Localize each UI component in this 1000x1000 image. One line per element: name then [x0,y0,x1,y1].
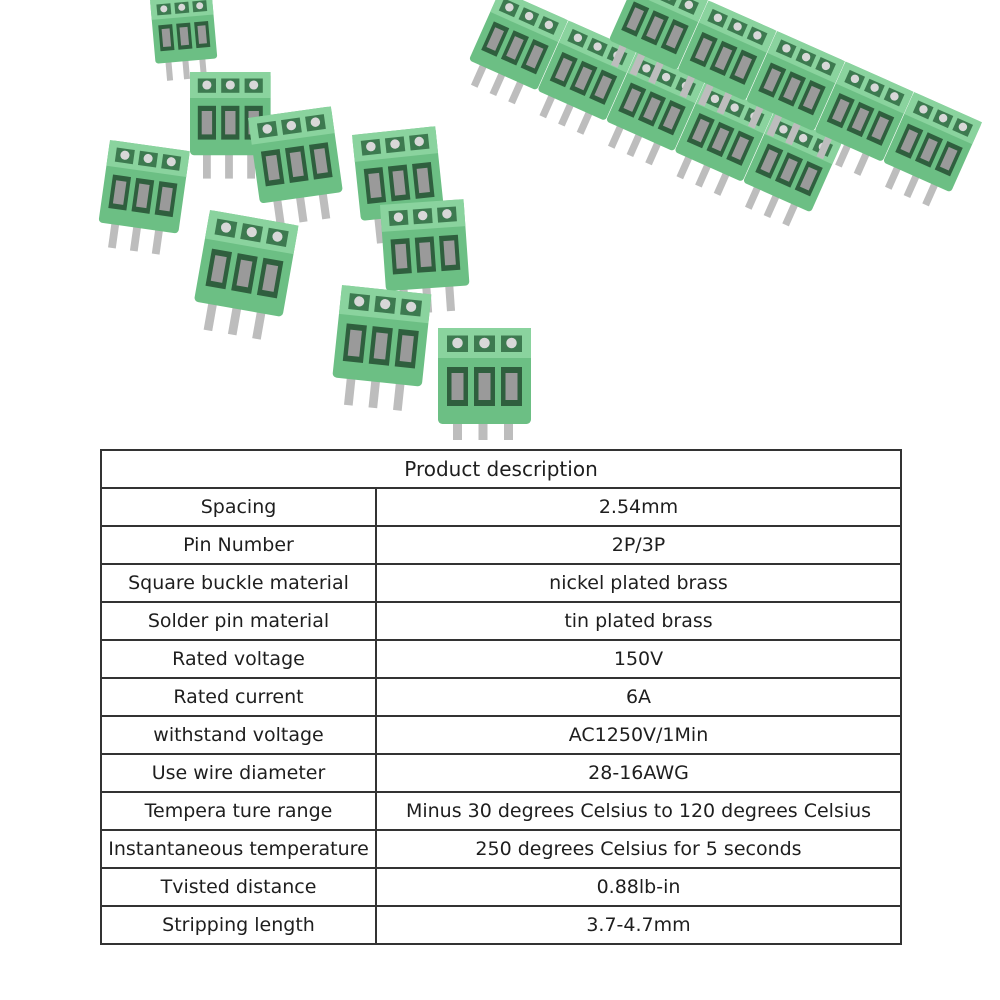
spec-label: Rated voltage [101,640,376,678]
spec-label: Tempera ture range [101,792,376,830]
product-description-table [100,449,902,945]
table-row [101,906,901,944]
spec-value: 2P/3P [376,526,901,564]
spec-label: Rated current [101,678,376,716]
spec-value: 150V [376,640,901,678]
spec-label: Solder pin material [101,602,376,640]
table-row [101,792,901,830]
table-row [101,602,901,640]
spec-label: Tvisted distance [101,868,376,906]
table-title: Product description [101,450,901,488]
spec-value: 6A [376,678,901,716]
spec-label: Square buckle material [101,564,376,602]
table-row [101,868,901,906]
spec-value: 28-16AWG [376,754,901,792]
spec-label: Stripping length [101,906,376,944]
table-row [101,564,901,602]
spec-label: withstand voltage [101,716,376,754]
table-row [101,754,901,792]
spec-value: tin plated brass [376,602,901,640]
spec-value: 0.88lb-in [376,868,901,906]
spec-label: Use wire diameter [101,754,376,792]
spec-label: Spacing [101,488,376,526]
product-photo [0,0,1000,440]
table-row [101,678,901,716]
spec-value: 250 degrees Celsius for 5 seconds [376,830,901,868]
spec-value: Minus 30 degrees Celsius to 120 degrees Celsius [376,792,901,830]
table-row [101,526,901,564]
spec-label: Instantaneous temperature [101,830,376,868]
spec-value: AC1250V/1Min [376,716,901,754]
table-row [101,488,901,526]
spec-value: 3.7-4.7mm [376,906,901,944]
table-row [101,716,901,754]
terminal-block [438,328,531,440]
table-row [101,640,901,678]
spec-value: nickel plated brass [376,564,901,602]
spec-label: Pin Number [101,526,376,564]
spec-value: 2.54mm [376,488,901,526]
table-row [101,830,901,868]
